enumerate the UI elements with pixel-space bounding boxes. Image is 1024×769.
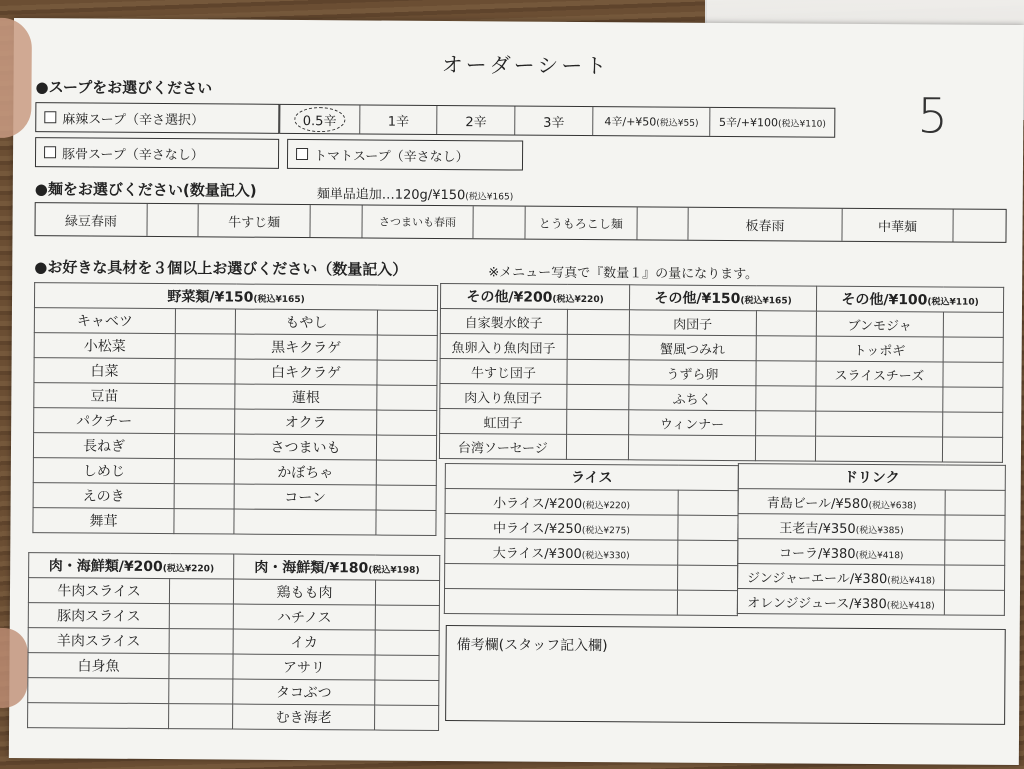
toppings-header: ●お好きな具材を３個以上お選びください（数量記入） xyxy=(34,258,408,279)
spice-level[interactable] xyxy=(438,106,516,135)
item-name: 蓮根 xyxy=(235,384,376,410)
spice-level-label: 4辛/+¥50 xyxy=(604,115,657,129)
tax-note: (税込¥330) xyxy=(581,550,630,561)
table-row xyxy=(738,539,1005,566)
remarks-label: 備考欄(スタッフ記入欄) xyxy=(456,637,608,655)
spice-level-label: 1辛 xyxy=(387,114,410,130)
soup-header: ●スープをお選びください xyxy=(35,78,213,98)
quantity-cell[interactable] xyxy=(567,359,630,384)
spice-level[interactable] xyxy=(360,105,438,134)
quantity-cell[interactable] xyxy=(169,629,234,654)
meat-header xyxy=(234,554,440,580)
table-row xyxy=(440,408,1003,437)
meat-title: 肉・海鮮類/¥180 xyxy=(254,559,369,577)
table-row xyxy=(440,333,1003,362)
quantity-cell[interactable] xyxy=(374,655,439,680)
quantity-box[interactable] xyxy=(474,206,526,238)
spice-level-label: 0.5辛 xyxy=(294,106,346,131)
spice-level-row xyxy=(279,104,835,138)
quantity-cell[interactable] xyxy=(945,540,1005,565)
quantity-cell[interactable] xyxy=(678,515,738,540)
item-name: 牛すじ団子 xyxy=(440,358,567,384)
meat-header xyxy=(29,553,235,579)
rice-header: ライス xyxy=(445,464,738,491)
table-row xyxy=(28,653,439,681)
quantity-cell[interactable] xyxy=(376,385,437,410)
vegetable-header xyxy=(34,283,437,311)
tonkotsu-label: 豚骨スープ（辛さなし） xyxy=(61,146,204,163)
finger xyxy=(0,18,32,138)
quantity-cell[interactable] xyxy=(678,540,738,565)
item-name: 肉入り魚団子 xyxy=(440,383,567,409)
noodle-item: 牛すじ麺 xyxy=(199,204,311,237)
item-price: コーラ/¥380 xyxy=(779,545,856,562)
item-price: 青島ビール/¥580 xyxy=(766,495,869,512)
item-name: オクラ xyxy=(235,409,376,435)
quantity-cell[interactable] xyxy=(376,360,437,385)
quantity-cell[interactable] xyxy=(755,436,815,461)
quantity-cell[interactable] xyxy=(756,311,816,336)
quantity-cell[interactable] xyxy=(175,359,236,384)
item-name xyxy=(234,509,375,535)
table-row xyxy=(445,514,738,541)
table-row xyxy=(33,433,436,461)
item-price: 小ライス/¥200 xyxy=(493,495,583,512)
quantity-cell[interactable] xyxy=(375,510,436,535)
item-name xyxy=(738,489,945,515)
noodle-header: ●麺をお選びください(数量記入) xyxy=(34,180,257,200)
quantity-cell[interactable] xyxy=(169,604,234,629)
item-name: 豆苗 xyxy=(34,383,175,409)
quantity-cell[interactable] xyxy=(175,409,236,434)
quantity-cell[interactable] xyxy=(567,334,630,359)
vegetable-title: 野菜類/¥150 xyxy=(167,289,254,306)
item-name: 肉団子 xyxy=(629,310,756,336)
spice-level[interactable] xyxy=(280,105,360,134)
tax-note: (税込¥110) xyxy=(927,297,979,308)
quantity-cell[interactable] xyxy=(943,337,1004,362)
item-name: 自家製水餃子 xyxy=(440,308,567,334)
meat-seafood-table xyxy=(27,552,440,731)
item-name: タコぶつ xyxy=(233,679,374,705)
mala-soup-option[interactable] xyxy=(35,102,279,134)
quantity-cell[interactable] xyxy=(374,705,439,730)
item-name xyxy=(445,489,678,516)
other-items-table xyxy=(439,283,1004,463)
table-row xyxy=(28,603,439,631)
table-row xyxy=(439,433,1002,462)
other-header xyxy=(816,286,1003,312)
item-name: ふちく xyxy=(629,385,756,411)
quantity-cell[interactable] xyxy=(175,384,236,409)
drink-header: ドリンク xyxy=(738,464,1005,491)
item-name: 虹団子 xyxy=(440,408,567,434)
item-name: 舞茸 xyxy=(33,508,174,534)
item-name xyxy=(445,539,678,566)
item-name: 羊肉スライス xyxy=(28,628,169,654)
tax-note: (税込¥220) xyxy=(162,564,215,575)
quantity-cell[interactable] xyxy=(945,515,1005,540)
quantity-cell[interactable] xyxy=(756,336,816,361)
quantity-cell[interactable] xyxy=(755,386,815,411)
quantity-cell[interactable] xyxy=(169,679,234,704)
item-name xyxy=(628,435,755,461)
item-name: 台湾ソーセージ xyxy=(439,433,566,459)
noodle-extra-price: 麺単品追加…120g/¥150 xyxy=(316,187,466,204)
table-row xyxy=(28,678,439,706)
quantity-cell[interactable] xyxy=(169,704,234,729)
item-name: 白身魚 xyxy=(28,653,169,679)
item-name: えのき xyxy=(33,483,174,509)
sheet-title: オーダーシート xyxy=(441,52,610,79)
quantity-box[interactable] xyxy=(147,204,199,236)
table-row xyxy=(738,564,1005,591)
table-row xyxy=(33,508,436,536)
quantity-cell[interactable] xyxy=(942,437,1003,462)
item-name xyxy=(28,703,169,729)
table-row xyxy=(440,308,1003,337)
quantity-cell[interactable] xyxy=(566,434,629,459)
quantity-cell[interactable] xyxy=(566,409,629,434)
vegetable-table xyxy=(32,282,438,536)
item-name: 鶏もも肉 xyxy=(234,579,375,605)
noodle-extra-note xyxy=(317,183,514,203)
quantity-cell[interactable] xyxy=(175,309,236,334)
table-row xyxy=(444,589,737,616)
item-name xyxy=(738,514,945,540)
tax-note: (税込¥638) xyxy=(868,500,917,511)
table-row xyxy=(28,628,439,656)
tax-note: (税込¥275) xyxy=(581,525,630,536)
table-row xyxy=(28,578,439,606)
item-name xyxy=(816,411,943,437)
item-name: 魚卵入り魚肉団子 xyxy=(440,333,567,359)
quantity-cell[interactable] xyxy=(678,565,738,590)
table-row xyxy=(28,703,439,731)
order-sheet xyxy=(9,18,1024,765)
mala-label: 麻辣スープ（辛さ選択） xyxy=(62,111,205,128)
quantity-cell[interactable] xyxy=(174,509,235,534)
quantity-cell[interactable] xyxy=(677,590,737,615)
quantity-cell[interactable] xyxy=(377,335,438,360)
item-name: イカ xyxy=(234,629,375,655)
quantity-cell[interactable] xyxy=(942,412,1003,437)
table-row xyxy=(440,358,1003,387)
tax-note: (税込¥220) xyxy=(582,500,631,511)
item-name: ハチノス xyxy=(234,604,375,630)
item-price: オレンジジュース/¥380 xyxy=(747,595,887,612)
tomato-soup-option[interactable] xyxy=(287,139,523,171)
spice-level-label: 2辛 xyxy=(465,114,487,130)
toppings-note: ※メニュー写真で『数量１』の量になります。 xyxy=(488,265,759,283)
item-name: しめじ xyxy=(33,458,174,484)
item-name: トッポギ xyxy=(816,336,943,362)
quantity-cell[interactable] xyxy=(375,580,440,605)
drink-table xyxy=(737,463,1006,616)
item-name xyxy=(445,514,678,541)
item-name xyxy=(738,539,945,565)
table-row xyxy=(34,383,437,411)
quantity-cell[interactable] xyxy=(375,630,440,655)
item-name: さつまいも xyxy=(235,434,376,460)
tax-note: (税込¥55) xyxy=(656,117,699,129)
item-price: 中ライス/¥250 xyxy=(492,520,582,537)
table-row xyxy=(34,333,437,361)
other-title: その他/¥100 xyxy=(841,291,928,309)
noodle-item: 板春雨 xyxy=(689,208,843,241)
item-name xyxy=(816,386,943,412)
quantity-cell[interactable] xyxy=(375,605,440,630)
meat-title: 肉・海鮮類/¥200 xyxy=(48,558,163,576)
quantity-cell[interactable] xyxy=(942,387,1003,412)
handwritten-table-number: 5 xyxy=(917,88,949,145)
item-name: 小松菜 xyxy=(34,333,175,359)
spice-level[interactable] xyxy=(711,108,835,137)
table-row xyxy=(33,458,436,486)
table-row xyxy=(445,489,738,516)
noodle-item: 中華麺 xyxy=(842,209,954,242)
table-row xyxy=(738,514,1005,541)
quantity-cell[interactable] xyxy=(376,460,437,485)
item-name: 白キクラゲ xyxy=(235,359,376,385)
tax-note: (税込¥418) xyxy=(887,575,936,586)
item-name: ウィンナー xyxy=(629,410,756,436)
quantity-cell[interactable] xyxy=(945,565,1005,590)
item-name: キャベツ xyxy=(34,308,175,334)
table-row xyxy=(34,308,437,336)
tax-note: (税込¥220) xyxy=(552,294,604,306)
spice-level-label: 3辛 xyxy=(543,115,565,131)
quantity-box[interactable] xyxy=(637,207,689,239)
item-name: パクチー xyxy=(34,408,175,434)
table-row xyxy=(34,358,437,386)
quantity-box[interactable] xyxy=(954,210,1006,242)
other-title: その他/¥200 xyxy=(466,289,553,306)
quantity-cell[interactable] xyxy=(945,490,1005,515)
tax-note: (税込¥165) xyxy=(740,296,792,307)
spice-level[interactable] xyxy=(515,107,593,136)
item-name: もやし xyxy=(236,309,377,335)
item-name: 牛肉スライス xyxy=(28,578,169,604)
item-name: スライスチーズ xyxy=(816,361,943,387)
noodle-item: 緑豆春雨 xyxy=(35,203,147,236)
item-name: 豚肉スライス xyxy=(28,603,169,629)
quantity-cell[interactable] xyxy=(174,434,235,459)
other-header xyxy=(629,285,816,311)
quantity-cell[interactable] xyxy=(756,361,816,386)
table-row xyxy=(738,489,1005,516)
quantity-cell[interactable] xyxy=(943,362,1004,387)
item-name xyxy=(444,589,677,616)
rice-table xyxy=(444,463,739,616)
tax-note: (税込¥418) xyxy=(886,600,935,611)
noodle-item: さつまいも春雨 xyxy=(362,205,474,238)
item-name xyxy=(445,564,678,591)
tax-note: (税込¥165) xyxy=(465,192,514,203)
tomato-label: トマトスープ（辛さなし） xyxy=(313,148,469,165)
table-row xyxy=(34,408,437,436)
tax-note: (税込¥110) xyxy=(777,118,826,130)
item-name xyxy=(28,678,169,704)
table-row xyxy=(440,383,1003,412)
other-title: その他/¥150 xyxy=(654,290,741,308)
quantity-cell[interactable] xyxy=(944,590,1004,615)
quantity-cell[interactable] xyxy=(174,459,235,484)
tonkotsu-soup-option[interactable] xyxy=(35,137,279,169)
item-name: うずら卵 xyxy=(629,360,756,386)
quantity-cell[interactable] xyxy=(169,654,234,679)
item-name: 黒キクラゲ xyxy=(236,334,377,360)
other-header xyxy=(440,283,629,309)
tax-note: (税込¥385) xyxy=(855,525,904,536)
item-price: 王老吉/¥350 xyxy=(779,520,856,537)
quantity-cell[interactable] xyxy=(755,411,815,436)
tax-note: (税込¥418) xyxy=(855,550,904,561)
quantity-cell[interactable] xyxy=(566,384,629,409)
noodle-item: とうもろこし麺 xyxy=(525,207,637,240)
spice-level-label: 5辛/+¥100 xyxy=(719,115,779,130)
item-name xyxy=(738,564,945,590)
table-row xyxy=(445,564,738,591)
quantity-cell[interactable] xyxy=(943,312,1004,337)
quantity-cell[interactable] xyxy=(377,310,438,335)
remarks-box[interactable] xyxy=(445,625,1006,725)
item-price: ジンジャーエール/¥380 xyxy=(746,570,888,587)
item-name: 白菜 xyxy=(34,358,175,384)
item-name: かぼちゃ xyxy=(235,459,376,485)
item-name xyxy=(815,436,942,462)
item-name: 長ねぎ xyxy=(33,433,174,459)
quantity-cell[interactable] xyxy=(169,579,234,604)
quantity-cell[interactable] xyxy=(376,410,437,435)
noodle-row xyxy=(34,202,1006,243)
spice-level[interactable] xyxy=(593,107,711,136)
item-name: アサリ xyxy=(233,654,374,680)
quantity-cell[interactable] xyxy=(376,485,437,510)
quantity-cell[interactable] xyxy=(376,435,437,460)
item-name: ブンモジャ xyxy=(816,311,943,337)
checkbox[interactable] xyxy=(296,148,308,160)
quantity-cell[interactable] xyxy=(175,334,236,359)
quantity-cell[interactable] xyxy=(374,680,439,705)
tax-note: (税込¥165) xyxy=(253,294,305,306)
checkbox[interactable] xyxy=(44,111,56,123)
quantity-cell[interactable] xyxy=(174,484,235,509)
finger xyxy=(0,628,28,708)
item-name xyxy=(737,589,944,615)
item-price: 大ライス/¥300 xyxy=(492,545,582,562)
quantity-cell[interactable] xyxy=(678,490,738,515)
quantity-cell[interactable] xyxy=(567,309,630,334)
tax-note: (税込¥198) xyxy=(368,565,420,576)
table-row xyxy=(445,539,738,566)
item-name: コーン xyxy=(235,484,376,510)
table-row xyxy=(33,483,436,511)
item-name: むき海老 xyxy=(233,704,374,730)
table-row xyxy=(737,589,1004,616)
checkbox[interactable] xyxy=(44,146,56,158)
quantity-box[interactable] xyxy=(310,205,362,237)
item-name: 蟹風つみれ xyxy=(629,335,756,361)
